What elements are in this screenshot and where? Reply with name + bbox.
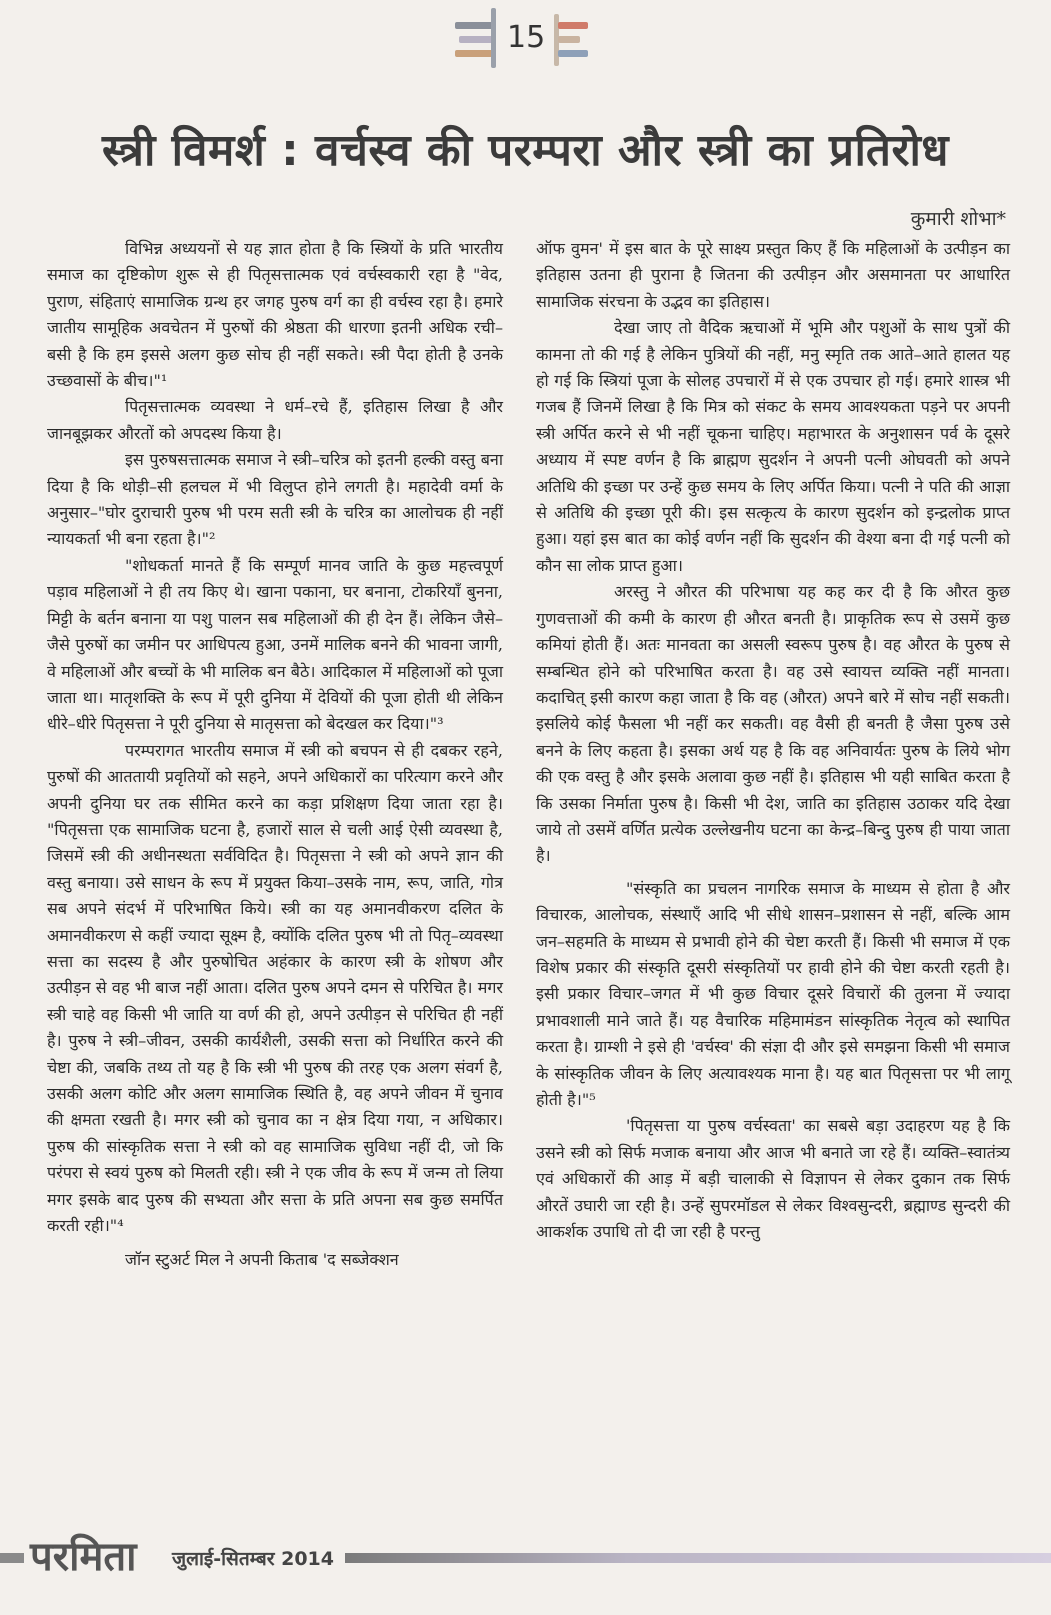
paragraph: ऑफ वुमन' में इस बात के पूरे साक्ष्य प्रस्तुत किए हैं कि महिलाओं के उत्पीड़न का इतिहास उतना ही पुराना है जितना की उत्पीड़न और असमानता पर आधारित सामाजिक संरचना के उद्भव का इतिहास।: [536, 239, 1010, 311]
issue-date: जुलाई-सितम्बर 2014: [172, 1548, 335, 1570]
paragraph: पितृसत्तात्मक व्यवस्था ने धर्म–रचे हैं, इतिहास लिखा है और जानबूझकर औरतों को अपदस्थ किया है।: [47, 397, 503, 443]
paragraph: "शोधकर्ता मानते हैं कि सम्पूर्ण मानव जाति के कुछ महत्त्वपूर्ण पड़ाव महिलाओं ने ही तय किए थे। खाना पकाना, घर बनाना, टोकरियाँ बुनना, मिट्टी के बर्तन बनाना या पशु पालन सब महिलाओं की ही देन हैं। लेकिन जैसे–जैसे पुरुषों का जमीन पर आधिपत्य हुआ, उनमें मालिक बनने की भावना जागी, वे महिलाओं और बच्चों के भी मालिक बन बैठे। आदिकाल में महिलाओं को पूजा जाता था। मातृशक्ति के रूप में पूरी दुनिया में देवियों की पूजा होती थी लेकिन धीरे–धीरे पितृसत्ता ने पूरी दुनिया से मातृसत्ता को बेदखल कर दिया।"³: [47, 555, 503, 734]
author-name: कुमारी शोभा*: [910, 208, 1006, 230]
footer-bar-left: [0, 1553, 24, 1563]
deco-bar-right-mid: [558, 36, 580, 43]
page-number: 15: [507, 20, 546, 55]
paragraph: इस पुरुषसत्तात्मक समाज ने स्त्री–चरित्र को इतनी हल्की वस्तु बना दिया है कि थोड़ी–सी हलचल में भी विलुप्त होने लगती है। महादेवी वर्मा के अनुसार–"घोर दुराचारी पुरुष भी परम सती स्त्री के चरित्र का आलोचक ही नहीं न्यायकर्ता भी बना रहता है।"²: [47, 450, 503, 549]
paragraph: जॉन स्टुअर्ट मिल ने अपनी किताब 'द सब्जेक्शन: [125, 1250, 399, 1270]
page-number-decoration: [455, 8, 605, 68]
paragraph: देखा जाए तो वैदिक ऋचाओं में भूमि और पशुओं के साथ पुत्रों की कामना तो की गई है लेकिन पुत्रियों की नहीं, मनु स्मृति तक आते–आते हालत यह हो गई कि स्त्रियां पूजा के सोलह उपचारों में से एक उपचार हो गई। हमारे शास्त्र भी गजब हैं जिनमें लिखा है कि मित्र को संकट के समय आवश्यकता पड़ने पर अपनी स्त्री अर्पित करने से भी नहीं चूकना चाहिए। महाभारत के अनुशासन पर्व के दूसरे अध्याय में स्पष्ट वर्णन है कि ब्राह्मण सुदर्शन ने अपनी पत्नी ओघवती को अपने अतिथि की इच्छा पर उन्हें कुछ समय के लिए अर्पित किया। पत्नी ने पति की आज्ञा से अतिथि की इच्छा पूरी की। इस सत्कृत्य के कारण सुदर्शन को इन्द्रलोक प्राप्त हुआ। यहां इस बात का कोई वर्णन नहीं कि सुदर्शन की वेश्या बना दी गई पत्नी को कौन सा लोक प्राप्त हुआ।: [536, 318, 1010, 575]
paragraph: विभिन्न अध्ययनों से यह ज्ञात होता है कि स्त्रियों के प्रति भारतीय समाज का दृष्टिकोण शुरू से ही पितृसत्तात्मक एवं वर्चस्वकारी रहा है "वेद, पुराण, संहिताएं सामाजिक ग्रन्थ हर जगह पुरुष वर्ग का ही वर्चस्व रहा है। हमारे जातीय सामूहिक अवचेतन में पुरुषों की श्रेष्ठता की धारणा इतनी अधिक रची–बसी है कि हम इससे अलग कुछ सोच ही नहीं सकते। स्त्री पैदा होती है उनके उच्छवासों के बीच।"¹: [47, 239, 503, 391]
deco-bar-left-vert: [491, 8, 496, 68]
footer-bar-right: [345, 1553, 1051, 1563]
paragraph: परम्परागत भारतीय समाज में स्त्री को बचपन से ही दबकर रहने, पुरुषों की आततायी प्रवृतियों को सहने, अपने अधिकारों का परित्याग करने और अपनी दुनिया घर तक सीमित करने का कड़ा प्रशिक्षण दिया जाता रहा है। "पितृसत्ता एक सामाजिक घटना है, हजारों साल से चली आई ऐसी व्यवस्था है, जिसमें स्त्री की अधीनस्थता सर्वविदित है। पितृसत्ता ने स्त्री को अपने ज्ञान की वस्तु बनाया। उसे साधन के रूप में प्रयुक्त किया–उसके नाम, रूप, जाति, गोत्र सब अपने संदर्भ में परिभाषित किये। स्त्री का यह अमानवीकरण दलित के अमानवीकरण से कहीं ज्यादा सूक्ष्म है, क्योंकि दलित पुरुष भी तो पितृ–व्यवस्था सत्ता का सदस्य है और पुरुषोचित अहंकार के कारण स्त्री के शोषण और उत्पीड़न से वह भी बाज नहीं आता। दलित पुरुष अपने दमन से परिचित है। मगर स्त्री चाहे वह किसी भी जाति या वर्ण की हो, अपने उत्पीड़न से परिचित ही नहीं है। पुरुष ने स्त्री–जीवन, उसकी कार्यशैली, उसकी सत्ता को निर्धारित करने की चेष्टा की, जबकि तथ्य तो यह है कि स्त्री भी पुरुष की तरह एक अलग संवर्ग है, उसकी अलग कोटि और अलग सामाजिक स्थिति है, वह अपने जीवन में चुनाव की क्षमता रखती है। मगर स्त्री को चुनाव का न क्षेत्र दिया गया, न अधिकार। पुरुष की सांस्कृतिक सत्ता ने स्त्री को वह सामाजिक सुविधा नहीं दी, जो कि परंपरा से स्वयं पुरुष को मिलती रही। स्त्री ने एक जीव के रूप में जन्म तो लिया मगर इसके बाद पुरुष की सभ्यता और सत्ता के प्रति अपना सब कुछ समर्पित करती रही।"⁴: [47, 740, 503, 1236]
paragraph: 'पितृसत्ता या पुरुष वर्चस्वता' का सबसे बड़ा उदाहरण यह है कि उसने स्त्री को सिर्फ मजाक बनाया और आज भी बनाते जा रहे हैं। व्यक्ति–स्वातंत्र्य एवं अधिकारों की आड़ में बड़ी चालाकी से विज्ञापन से लेकर दुकान तक सिर्फ औरतें उघारी जा रही है। उन्हें सुपरमॉडल से लेकर विश्वसुन्दरी, ब्रह्माण्ड सुन्दरी की आकर्शक उपाधि तो दी जा रही है परन्तु: [536, 1116, 1010, 1242]
left-column: [47, 236, 503, 1274]
page-footer: [0, 1533, 1051, 1585]
deco-bar-right-bot: [558, 50, 588, 57]
deco-bar-left-top: [455, 22, 493, 29]
deco-bar-right-top: [558, 22, 588, 29]
paragraph: "संस्कृति का प्रचलन नागरिक समाज के माध्यम से होता है और विचारक, आलोचक, संस्थाएँ आदि भी सीधे शासन–प्रशासन से नहीं, बल्कि आम जन–सहमति के माध्यम से प्रभावी होने की चेष्टा करती हैं। किसी भी समाज में एक विशेष प्रकार की संस्कृति दूसरी संस्कृतियों पर हावी होने की चेष्टा करती रहती है। इसी प्रकार विचार–जगत में भी कुछ विचार दूसरे विचारों की तुलना में ज्यादा प्रभावशाली माने जाते हैं। यह वैचारिक महिमामंडन सांस्कृतिक नेतृत्व को स्थापित करता है। ग्राम्शी ने इसे ही 'वर्चस्व' की संज्ञा दी और इसे समझना किसी भी समाज के सांस्कृतिक जीवन के लिए अत्यावश्यक माना है। यह बात पितृसत्ता पर भी लागू होती है।"⁵: [536, 878, 1010, 1109]
article-title: स्त्री विमर्श : वर्चस्व की परम्परा और स्त्री का प्रतिरोध: [102, 125, 949, 176]
deco-bar-left-mid: [459, 36, 493, 43]
paragraph: अरस्तु ने औरत की परिभाषा यह कह कर दी है कि औरत कुछ गुणवत्ताओं की कमी के कारण ही औरत बनती है। प्राकृतिक रूप से उसमें कुछ कमियां होती हैं। अतः मानवता का असली स्वरूप पुरुष है। वह औरत के पुरुष से सम्बन्धित होने को परिभाषित करता है। वह उसे स्वायत्त व्यक्ति नहीं मानता। कदाचित् इसी कारण कहा जाता है कि वह (औरत) अपने बारे में सोच नहीं सकती। इसलिये कोई फैसला भी नहीं कर सकती। वह वैसी ही बनती है जैसा पुरुष उसे बनने के लिए कहता है। इसका अर्थ यह है कि वह अनिवार्यतः पुरुष के लिये भोग की एक वस्तु है और इसके अलावा कुछ नहीं है। इतिहास भी यही साबित करता है कि उसका निर्माता पुरुष है। किसी भी देश, जाति का इतिहास उठाकर यदि देखा जाये तो उसमें वर्णित प्रत्येक उल्लेखनीय घटना का केन्द्र–बिन्दु पुरुष ही पाया जाता है।: [536, 582, 1010, 866]
deco-bar-left-bot: [455, 50, 493, 57]
magazine-logo: परमिता: [30, 1534, 137, 1580]
right-column: [536, 236, 1010, 1245]
